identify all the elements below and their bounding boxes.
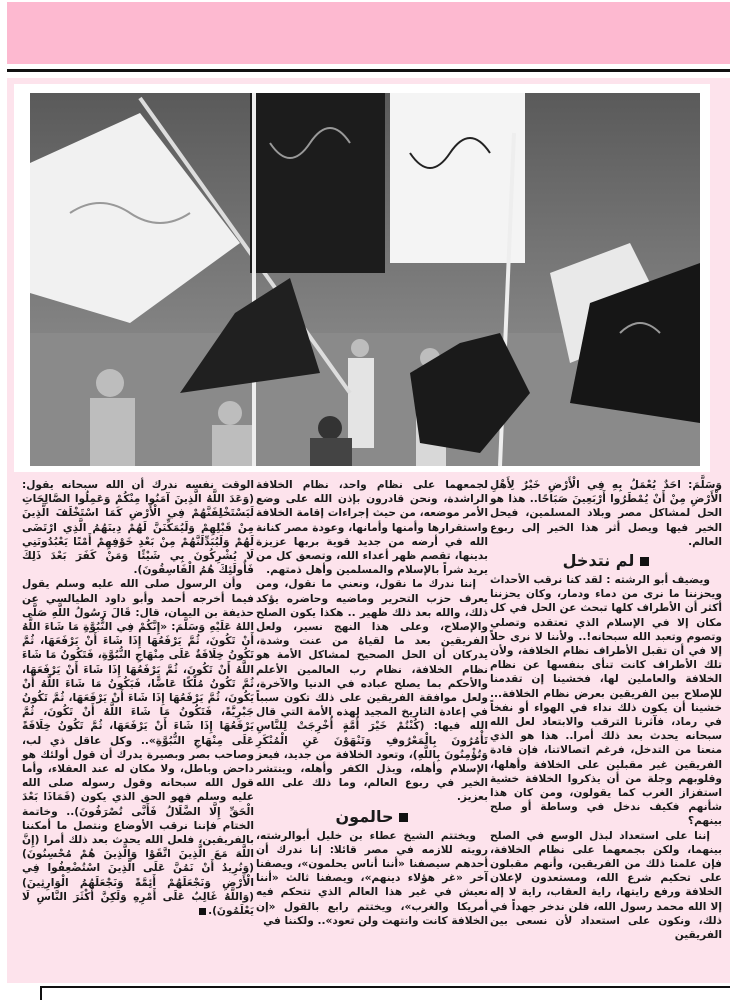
article-column-middle: [256, 478, 488, 928]
square-bullet-icon: [399, 813, 408, 822]
protest-flags-image: [30, 93, 700, 466]
paragraph: إننا ندرك ما نقول، ونعني ما نقول، ومن يعرف حزب التحرير وماضيه وحاضره يؤكد ذلك، والله بعد ذلك ظهير .. هكذا يكون الصلح والإصلاح، وعلى هذا النهج نسير، ولعل الفريقين بعد ما لقياهُ من عنت وشدة، يدركان أن الحل الصحيح لمشاكل الأمة هو نظام الخلافة، نظام رب العالمين الأعلم والأحكم بما يصلح عباده في الدنيا والآخرة، ولعل موافقة الفريقين على ذلك تكون سبباً في إعادة التاريخ المجيد لهذه الأمة التي قال الله فيها: (كُنْتُمْ خَيْرَ أُمَّةٍ أُخْرِجَتْ لِلنَّاسِ تَأْمُرُونَ بِالْمَعْرُوفِ وَتَنْهَوْنَ عَنِ الْمُنْكَرِ وَتُؤْمِنُونَ بِاللَّهِ)، وتعود الخلافة من جديد، فيعز الإسلام وأهله، ويذل الكفر وأهله، وينتشر الخير في ربوع العالم، وما ذلك على الله بعزيز.: [256, 578, 488, 804]
article-photo: [30, 93, 700, 466]
paragraph: لجمعهما على نظام واحد، نظام الخلافة الراشدة، ونحن قادرون بإذن الله على وضع الأمر موضعه، من حيث إجراءات إقامة الخلافة واستقرارها وأمنها وأمانها، وعودة مصر كنانة الله في أرضه من جديد قوية بربها عزيزة بدينها، تقصم ظهر أعداء الله، وتصعق كل من يريد شراً بالإسلام والمسلمين وأهل ذمتهم.: [256, 479, 488, 577]
article-column-right: [490, 478, 722, 942]
paragraph: ويختتم الشيخ عطاء بن خليل أبوالرشته، رويته للازمه في مصر قائلا: إنا ندرك أن أحدهم سيصفنا «أننا أناس يحلمون»، ويصفنا آخر «غر هؤلاء دينهم»، ويصفنا ثالث «أننا نعيش في غير هذا العالم الذي تتحكم فيه أمريكا والغرب»، ويختتم رابع بالقول «إن الخلافة كانت وانتهت ولن تعود».. ولكننا في: [256, 829, 488, 927]
end-of-article-icon: [199, 908, 206, 915]
paragraph: وأن الرسول صلى الله عليه وسلم يقول فيما أخرجه أحمد وأبو داود الطيالسي عن حذيفة بن اليمان، قال: قَالَ رَسُولُ اللَّهِ صَلَّى اللهُ عَلَيْهِ وَسَلَّمَ: «إِنَّكُمْ فِي النُّبُوَّةِ مَا شَاءَ اللَّهُ أَنْ تَكُونَ، ثُمَّ يَرْفَعُهَا إِذَا شَاءَ أَنْ يَرْفَعَهَا، ثُمَّ تَكُونُ خِلَافَةٌ عَلَى مِنْهَاجِ النُّبُوَّةِ، فَتَكُونُ مَا شَاءَ اللَّهُ أَنْ تَكُونَ، ثُمَّ يَرْفَعُهَا إِذَا شَاءَ أَنْ يَرْفَعَهَا، ثُمَّ تَكُونُ مُلْكًا عَاضًّا، فَيَكُونُ مَا شَاءَ اللَّهُ أَنْ يَكُونَ، ثُمَّ يَرْفَعُهَا إِذَا شَاءَ أَنْ يَرْفَعَهَا، ثُمَّ تَكُونُ جَبْرِيَّةً، فَتَكُونُ مَا شَاءَ اللَّهُ أَنْ تَكُونَ، ثُمَّ يَرْفَعُهَا إِذَا شَاءَ أَنْ يَرْفَعَهَا، ثُمَّ تَكُونُ خِلَافَةً عَلَى مِنْهَاجِ النُّبُوَّةِ».. وكل عاقل ذي لب، وصاحب بصر وبصيرة يدرك أن قول أولئك هو داحض وباطل، ولا مكان له عند العقلاء، وأما قول الله سبحانه وقول رسوله صلى الله عليه وسلم فهو الحق الذي يكون (فَمَاذَا بَعْدَ الْحَقِّ إِلَّا الضَّلَالُ فَأَنَّى تُصْرَفُونَ).. وخاتمة الختام فإننا نرقب الأوضاع ونتصل ما أمكننا بالفريقين، فلعل الله يحدث بعد ذلك أمرا (إِنَّ اللَّهَ مَعَ الَّذِينَ اتَّقَوْا وَالَّذِينَ هُمْ مُحْسِنُونَ) (وَنُرِيدُ أَنْ نَمُنَّ عَلَى الَّذِينَ اسْتُضْعِفُوا فِي الْأَرْضِ وَنَجْعَلَهُمْ أَئِمَّةً وَنَجْعَلَهُمُ الْوَارِثِينَ) (وَاللَّهُ غَالِبٌ عَلَى أَمْرِهِ وَلَكِنَّ أَكْثَرَ النَّاسِ لَا يَعْلَمُونَ).: [22, 578, 254, 918]
paragraph: الوقت نفسه ندرك أن الله سبحانه يقول: (وَعَدَ اللَّهُ الَّذِينَ آمَنُوا مِنْكُمْ وَعَمِلُوا الصَّالِحَاتِ لَيَسْتَخْلِفَنَّهُمْ فِي الْأَرْضِ كَمَا اسْتَخْلَفَ الَّذِينَ مِنْ قَبْلِهِمْ وَلَيُمَكِّنَنَّ لَهُمْ دِينَهُمُ الَّذِي ارْتَضَى لَهُمْ وَلَيُبَدِّلَنَّهُمْ مِنْ بَعْدِ خَوْفِهِمْ أَمْنًا يَعْبُدُونَنِي لَا يُشْرِكُونَ بِي شَيْئًا وَمَنْ كَفَرَ بَعْدَ ذَلِكَ فَأُولَئِكَ هُمُ الْفَاسِقُونَ).: [22, 479, 254, 577]
subheading-dreamers: حالمون: [256, 806, 488, 828]
square-bullet-icon: [640, 557, 649, 566]
header-divider: [7, 69, 730, 72]
paragraph: إننا على استعداد لبذل الوسع في الصلح بينهما، ولكن بجمعهما على نظام الخلافة، فإن علمنا ذلك من الفريقين، وأنهم مقبلون على تحكيم شرع الله، ومستعدون لإعلان الخلافة ورفع رايتها، راية العقاب، راية لا إله إلا الله محمد رسول الله، فلن ندخر جهداً في ذلك، ونكون على استعداد لأن نسعى بين الفريقين: [490, 829, 722, 942]
paragraph: ويضيف أبو الرشته : لقد كنا نرقب الأحداث ويحزننا ما نرى من دماء ودمار، وكان يحزننا أكثر أن الأطراف كلها تبحث عن الحل في كل مكان إلا في الإسلام الذي تعتقده وتصلي وتصوم وتعبد الله سبحانه!.. ولأننا لا نرى حلاً إلا في أن تقبل الأطراف نظام الخلافة، ولأن تلك الأطراف كانت تنأى بنفسها عن نظام الخلافة والعاملين لها، فخشينا إن تقدمنا للإصلاح بين الفريقين بعرض نظام الخلافة... خشينا أن يكون ذلك نداء في الهواء أو نفخاً في رماد، فآثرنا الترقب والابتعاد لعل الله سبحانه يحدث بعد ذلك أمرا.. هذا هو الذي منعنا من التدخل، فرغم اتصالاتنا، فإن قادة الفريقين غير مقبلين على الخلافة وأهلها، وقلوبهم وجلة من أن يذكروا الخلافة خشية استفزاز الغرب كما يقولون، ومن كان هذا شأنهم فكيف ندخل في وساطة أو صلح بينهم؟: [490, 574, 722, 828]
paragraph: وَسَلَّمَ: احَدٌ يُعْمَلُ بِهِ فِي الْأَرْضِ خَيْرٌ لِأَهْلِ الْأَرْضِ مِنْ أَنْ يُمْطَرُوا أَرْبَعِينَ صَبَاحًا.. هذا هو الحل لمشاكل مصر وبلاد المسلمين، فيحل الخير فيها ويصل أثر هذا الخير إلى ربوع العالم.: [490, 479, 722, 548]
header-banner: [7, 2, 730, 64]
footer-box: [40, 986, 730, 1000]
article-column-left: [22, 478, 254, 918]
subheading-we-did-not-intervene: لم نتدخل: [490, 550, 722, 572]
